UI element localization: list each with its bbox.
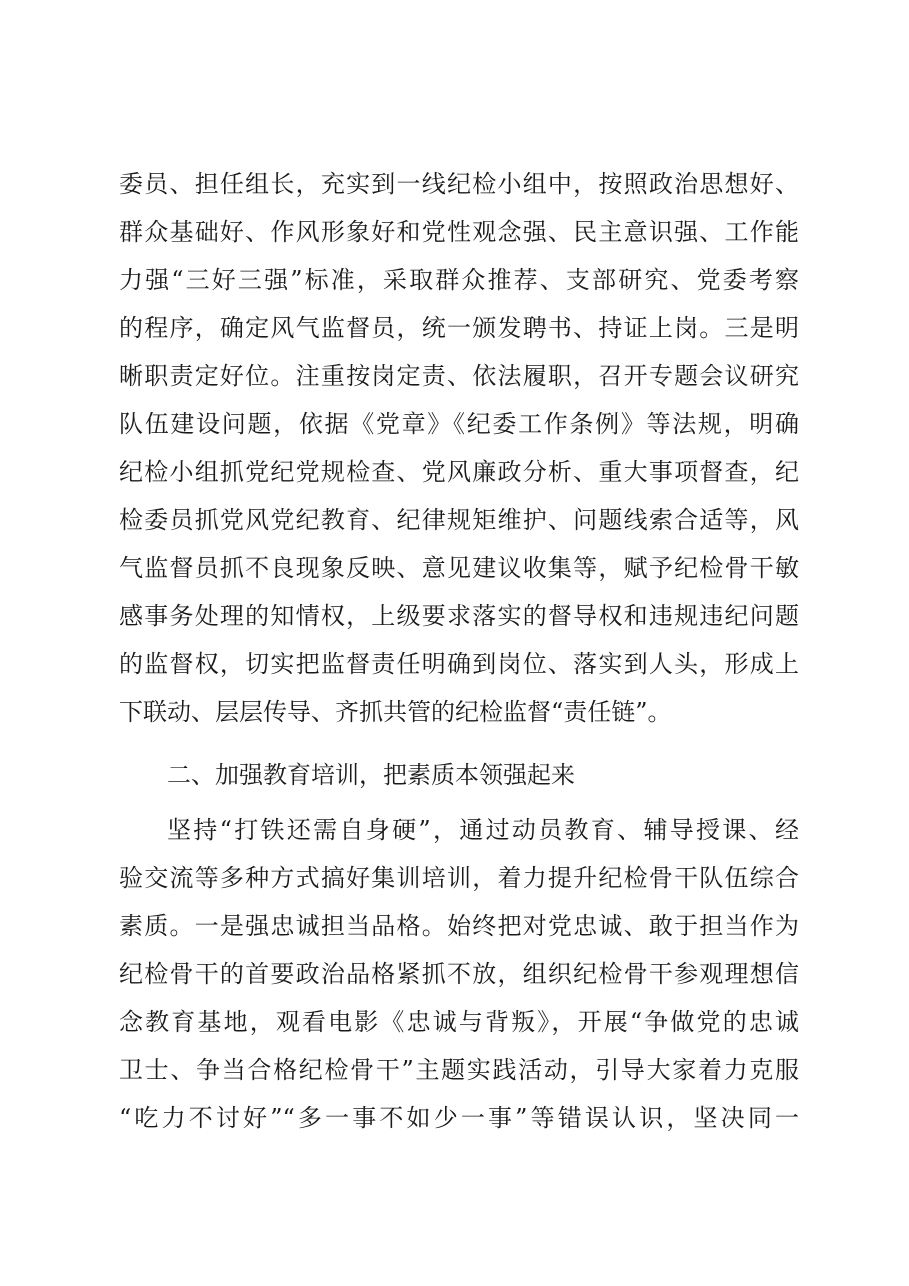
- paragraph-line: 坚持“打铁还需自身硬”，通过动员教育、辅导授课、经: [167, 816, 799, 844]
- paragraph-line: 念教育基地，观看电影《忠诚与背叛》，开展“争做党的忠诚: [119, 1008, 799, 1036]
- paragraph-line: 卫士、争当合格纪检骨干”主题实践活动，引导大家着力克服: [119, 1056, 799, 1084]
- paragraph-line: 晰职责定好位。注重按岗定责、依法履职，召开专题会议研究: [119, 362, 799, 390]
- paragraph-line: 验交流等多种方式搞好集训培训，着力提升纪检骨干队伍综合: [119, 864, 799, 892]
- paragraph-line: 队伍建设问题，依据《党章》《纪委工作条例》等法规，明确: [119, 410, 799, 438]
- paragraph-line: 下联动、层层传导、齐抓共管的纪检监督“责任链”。: [119, 698, 672, 726]
- paragraph-line: 群众基础好、作风形象好和党性观念强、民主意识强、工作能: [119, 218, 799, 246]
- paragraph-line: 的监督权，切实把监督责任明确到岗位、落实到人头，形成上: [119, 650, 799, 678]
- paragraph-line: 检委员抓党风党纪教育、纪律规矩维护、问题线索合适等，风: [119, 506, 799, 534]
- paragraph-line: 委员、担任组长，充实到一线纪检小组中，按照政治思想好、: [119, 170, 799, 198]
- paragraph-line: 的程序，确定风气监督员，统一颁发聘书、持证上岗。三是明: [119, 314, 799, 342]
- paragraph-line: 纪检骨干的首要政治品格紧抓不放，组织纪检骨干参观理想信: [119, 960, 799, 988]
- paragraph-line: 力强“三好三强”标准，采取群众推荐、支部研究、党委考察: [119, 266, 799, 294]
- paragraph-line: 纪检小组抓党纪党规检查、党风廉政分析、重大事项督查，纪: [119, 458, 799, 486]
- paragraph-line: 感事务处理的知情权，上级要求落实的督导权和违规违纪问题: [119, 602, 799, 630]
- section-heading: 二、加强教育培训，把素质本领强起来: [167, 761, 575, 789]
- paragraph-line: 气监督员抓不良现象反映、意见建议收集等，赋予纪检骨干敏: [119, 554, 799, 582]
- paragraph-line: 素质。一是强忠诚担当品格。始终把对党忠诚、敢于担当作为: [119, 912, 799, 940]
- paragraph-line: “吃力不讨好”“多一事不如少一事”等错误认识，坚决同一: [119, 1104, 799, 1132]
